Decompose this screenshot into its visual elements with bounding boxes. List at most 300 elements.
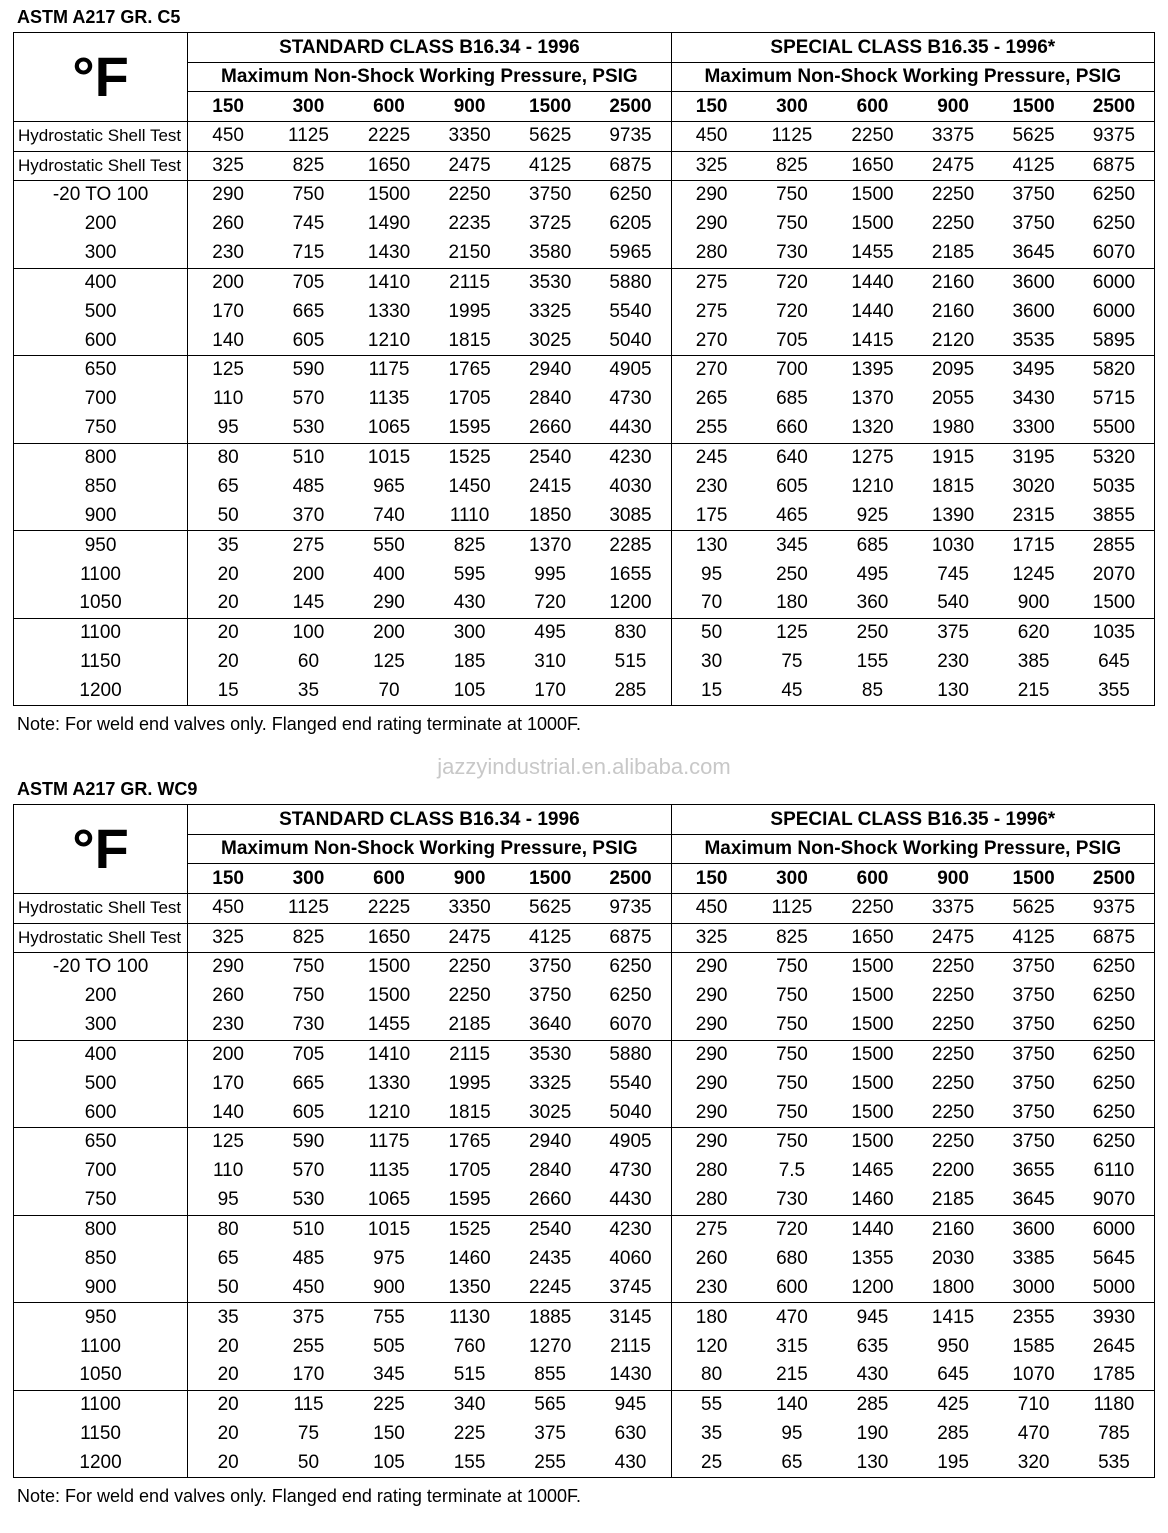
- special-value-cell: 245: [671, 443, 752, 472]
- row-label: 600: [14, 1098, 188, 1127]
- section-title: ASTM A217 GR. WC9: [17, 779, 198, 799]
- table-note: Note: For weld end valves only. Flanged end rating terminate at 1000F.: [17, 714, 581, 734]
- standard-value-cell: 1330: [367, 300, 411, 322]
- standard-value-cell: 530: [268, 414, 349, 443]
- special-value-cell: 6875: [1074, 151, 1155, 181]
- special-value-cell: 2160: [931, 1219, 975, 1241]
- special-value-cell: 215: [752, 1361, 833, 1390]
- class-1500-header: 1500: [993, 864, 1074, 894]
- special-value-cell: 6000: [1092, 1219, 1136, 1241]
- special-value-cell: 1500: [851, 1072, 894, 1094]
- row-label: 650: [14, 1128, 188, 1157]
- table-row: [14, 1244, 1155, 1273]
- standard-value-cell: 125: [373, 651, 405, 673]
- special-value-cell: 450: [671, 122, 752, 152]
- standard-value-cell: 1430: [349, 239, 430, 268]
- special-value-cell: 745: [937, 563, 969, 585]
- standard-value-cell: 1705: [448, 1160, 491, 1182]
- special-value-cell: 50: [671, 618, 752, 647]
- special-value-cell: 945: [856, 1306, 889, 1328]
- special-value-cell: 3375: [913, 894, 994, 924]
- standard-value-cell: 200: [292, 563, 325, 585]
- standard-value-cell: 95: [188, 414, 269, 443]
- special-value-cell: 730: [752, 239, 833, 268]
- special-pressure-subheader: Maximum Non-Shock Working Pressure, PSIG: [671, 63, 1154, 92]
- special-value-cell: 230: [671, 472, 752, 501]
- special-value-cell: 1500: [832, 1098, 913, 1127]
- standard-value-cell: 35: [217, 534, 239, 556]
- special-value-cell: 130: [937, 680, 969, 702]
- special-value-cell: 2055: [931, 388, 975, 410]
- standard-value-cell: 450: [188, 122, 269, 152]
- standard-value-cell: 20: [217, 622, 239, 644]
- standard-value-cell: 595: [453, 563, 486, 585]
- standard-value-cell: 760: [453, 1335, 486, 1357]
- standard-value-cell: 1595: [429, 414, 510, 443]
- special-value-cell: 3930: [1092, 1306, 1136, 1328]
- standard-value-cell: 2540: [529, 447, 572, 469]
- standard-value-cell: 20: [188, 1361, 269, 1390]
- special-value-cell: 3750: [1012, 956, 1055, 978]
- standard-value-cell: 325: [188, 151, 269, 181]
- standard-value-cell: 745: [292, 213, 325, 235]
- standard-value-cell: 1065: [349, 1186, 430, 1215]
- special-value-cell: 1915: [931, 447, 975, 469]
- special-value-cell: 180: [671, 1303, 752, 1332]
- special-value-cell: 660: [752, 414, 833, 443]
- special-value-cell: 1500: [851, 956, 894, 978]
- standard-value-cell: 6205: [609, 213, 652, 235]
- special-value-cell: 3645: [993, 1186, 1074, 1215]
- class-900-header: 900: [913, 864, 994, 894]
- special-value-cell: 2250: [931, 213, 975, 235]
- special-value-cell: 5500: [1074, 414, 1155, 443]
- special-value-cell: 5895: [1074, 326, 1155, 355]
- standard-value-cell: 2540: [529, 1219, 572, 1241]
- special-value-cell: 285: [937, 1423, 969, 1445]
- standard-value-cell: 110: [213, 1160, 244, 1182]
- special-value-cell: 3750: [993, 1098, 1074, 1127]
- standard-value-cell: 4230: [609, 1219, 652, 1241]
- standard-value-cell: 225: [373, 1394, 405, 1416]
- standard-value-cell: 1460: [448, 1247, 491, 1269]
- standard-value-cell: 4430: [590, 1186, 671, 1215]
- standard-value-cell: 2660: [510, 414, 591, 443]
- special-value-cell: 680: [776, 1247, 808, 1269]
- standard-value-cell: 1765: [448, 359, 491, 381]
- standard-value-cell: 2475: [429, 923, 510, 953]
- special-value-cell: 3600: [1012, 1219, 1055, 1241]
- class-300-header: 300: [752, 92, 833, 122]
- special-value-cell: 15: [671, 677, 752, 706]
- standard-value-cell: 1815: [429, 326, 510, 355]
- special-value-cell: 3750: [1012, 184, 1055, 206]
- class-600-header: 600: [832, 864, 913, 894]
- special-value-cell: 155: [856, 651, 889, 673]
- special-value-cell: 5820: [1092, 359, 1136, 381]
- class-2500-header: 2500: [590, 92, 671, 122]
- table-row: [14, 1449, 1155, 1478]
- special-value-cell: 750: [776, 985, 808, 1007]
- standard-value-cell: 2285: [609, 534, 652, 556]
- special-value-cell: 925: [832, 502, 913, 531]
- table-row: [14, 385, 1155, 414]
- special-value-cell: 450: [671, 894, 752, 924]
- special-value-cell: 1500: [851, 985, 894, 1007]
- table-row: [14, 953, 1155, 982]
- table-row: [14, 443, 1155, 472]
- special-value-cell: 3020: [1012, 475, 1055, 497]
- standard-value-cell: 1850: [510, 502, 591, 531]
- row-label: 600: [14, 326, 188, 355]
- special-value-cell: 2250: [913, 1011, 994, 1040]
- standard-value-cell: 115: [293, 1394, 324, 1416]
- special-value-cell: 2185: [913, 1186, 994, 1215]
- standard-value-cell: 2435: [529, 1247, 572, 1269]
- row-label: Hydrostatic Shell Test: [14, 894, 188, 924]
- special-value-cell: 4125: [993, 923, 1074, 953]
- special-value-cell: 3750: [1012, 1072, 1055, 1094]
- standard-value-cell: 4730: [609, 1160, 652, 1182]
- standard-value-cell: 3580: [510, 239, 591, 268]
- standard-value-cell: 3530: [529, 271, 572, 293]
- special-value-cell: 6250: [1074, 1098, 1155, 1127]
- standard-value-cell: 1500: [367, 184, 411, 206]
- special-value-cell: 260: [671, 1244, 752, 1273]
- standard-value-cell: 2225: [349, 122, 430, 152]
- special-value-cell: 3195: [1012, 447, 1055, 469]
- special-value-cell: 2250: [832, 894, 913, 924]
- special-value-cell: 730: [752, 1186, 833, 1215]
- standard-value-cell: 705: [292, 1043, 325, 1065]
- standard-value-cell: 630: [614, 1423, 647, 1445]
- special-value-cell: 290: [671, 1128, 752, 1157]
- special-value-cell: 1815: [931, 475, 975, 497]
- class-150-header: 150: [188, 92, 269, 122]
- class-600-header: 600: [349, 864, 430, 894]
- row-label: 400: [14, 268, 188, 297]
- special-value-cell: 1320: [832, 414, 913, 443]
- special-value-cell: 4125: [993, 151, 1074, 181]
- special-value-cell: 620: [1017, 622, 1050, 644]
- special-value-cell: 95: [671, 560, 752, 589]
- row-label: 1100: [14, 1390, 188, 1419]
- standard-value-cell: 2225: [349, 894, 430, 924]
- standard-value-cell: 1525: [448, 1219, 491, 1241]
- standard-value-cell: 170: [212, 1072, 244, 1094]
- standard-value-cell: 1500: [367, 956, 411, 978]
- special-value-cell: 2250: [931, 956, 975, 978]
- standard-value-cell: 750: [292, 184, 325, 206]
- standard-value-cell: 6250: [609, 956, 652, 978]
- table-row: [14, 268, 1155, 297]
- class-150-header: 150: [671, 864, 752, 894]
- standard-value-cell: 290: [212, 184, 244, 206]
- standard-value-cell: 285: [614, 680, 647, 702]
- special-value-cell: 6250: [1092, 1131, 1136, 1153]
- class-900-header: 900: [429, 92, 510, 122]
- standard-value-cell: 1500: [367, 985, 411, 1007]
- special-pressure-subheader: Maximum Non-Shock Working Pressure, PSIG: [671, 835, 1154, 864]
- standard-value-cell: 430: [614, 1452, 647, 1474]
- special-value-cell: 280: [671, 1157, 752, 1186]
- table-row: [14, 1332, 1155, 1361]
- standard-value-cell: 3350: [429, 894, 510, 924]
- special-value-cell: 430: [832, 1361, 913, 1390]
- standard-value-cell: 1995: [448, 300, 491, 322]
- special-value-cell: 2355: [1012, 1306, 1055, 1328]
- special-value-cell: 230: [937, 651, 969, 673]
- standard-value-cell: 20: [217, 1452, 239, 1474]
- standard-value-cell: 665: [292, 300, 325, 322]
- standard-value-cell: 340: [453, 1394, 486, 1416]
- standard-value-cell: 3350: [429, 122, 510, 152]
- row-label: 900: [14, 1274, 188, 1303]
- standard-value-cell: 1765: [448, 1131, 491, 1153]
- standard-value-cell: 1200: [590, 589, 671, 618]
- standard-value-cell: 900: [349, 1274, 430, 1303]
- standard-value-cell: 1015: [367, 447, 411, 469]
- special-value-cell: 2030: [931, 1247, 975, 1269]
- special-value-cell: 80: [671, 1361, 752, 1390]
- standard-value-cell: 750: [292, 956, 325, 978]
- special-value-cell: 140: [776, 1394, 808, 1416]
- standard-value-cell: 4125: [510, 151, 591, 181]
- special-value-cell: 320: [1017, 1452, 1050, 1474]
- special-value-cell: 3495: [1012, 359, 1055, 381]
- standard-value-cell: 35: [217, 1306, 239, 1328]
- special-value-cell: 1585: [1012, 1335, 1055, 1357]
- special-value-cell: 3655: [1012, 1160, 1055, 1182]
- standard-value-cell: 5040: [590, 1098, 671, 1127]
- table-row: [14, 1157, 1155, 1186]
- special-value-cell: 2160: [931, 300, 975, 322]
- standard-value-cell: 275: [292, 534, 325, 556]
- special-value-cell: 1500: [1074, 589, 1155, 618]
- standard-value-cell: 35: [297, 680, 320, 702]
- standard-value-cell: 1110: [429, 502, 510, 531]
- standard-value-cell: 570: [292, 1160, 325, 1182]
- special-value-cell: 1200: [832, 1274, 913, 1303]
- standard-value-cell: 975: [373, 1247, 405, 1269]
- standard-value-cell: 95: [188, 1186, 269, 1215]
- standard-value-cell: 1015: [367, 1219, 411, 1241]
- standard-value-cell: 370: [268, 502, 349, 531]
- standard-value-cell: 1270: [529, 1335, 572, 1357]
- standard-value-cell: 750: [292, 985, 325, 1007]
- special-value-cell: 1275: [851, 447, 894, 469]
- class-600-header: 600: [349, 92, 430, 122]
- class-1500-header: 1500: [510, 864, 591, 894]
- special-value-cell: 900: [993, 589, 1074, 618]
- special-value-cell: 6250: [1092, 985, 1136, 1007]
- table-row: [14, 1215, 1155, 1244]
- special-value-cell: 6000: [1092, 300, 1136, 322]
- special-value-cell: 495: [856, 563, 889, 585]
- special-value-cell: 375: [937, 622, 969, 644]
- standard-value-cell: 1135: [368, 388, 410, 410]
- standard-value-cell: 260: [212, 985, 244, 1007]
- special-value-cell: 3430: [1012, 388, 1055, 410]
- table-row: [14, 1011, 1155, 1040]
- standard-value-cell: 345: [349, 1361, 430, 1390]
- standard-value-cell: 325: [188, 923, 269, 953]
- standard-value-cell: 170: [212, 300, 244, 322]
- special-value-cell: 35: [671, 1420, 752, 1449]
- standard-value-cell: 515: [614, 651, 647, 673]
- standard-value-cell: 5880: [609, 1043, 652, 1065]
- standard-value-cell: 20: [217, 1394, 239, 1416]
- standard-value-cell: 50: [188, 502, 269, 531]
- special-value-cell: 275: [671, 1215, 752, 1244]
- special-value-cell: 280: [671, 239, 752, 268]
- special-value-cell: 6000: [1092, 271, 1136, 293]
- special-value-cell: 25: [671, 1449, 752, 1478]
- table-row: [14, 1420, 1155, 1449]
- special-value-cell: 315: [776, 1335, 808, 1357]
- row-label: 1050: [14, 1361, 188, 1390]
- standard-value-cell: 1125: [268, 122, 349, 152]
- standard-value-cell: 1135: [368, 1160, 410, 1182]
- row-label: 800: [14, 1215, 188, 1244]
- table-row: [14, 894, 1155, 924]
- standard-value-cell: 665: [292, 1072, 325, 1094]
- standard-value-cell: 290: [349, 589, 430, 618]
- special-value-cell: 720: [776, 1219, 808, 1241]
- row-label: 800: [14, 443, 188, 472]
- special-value-cell: 720: [776, 300, 808, 322]
- standard-value-cell: 5540: [609, 1072, 652, 1094]
- row-label: 700: [14, 385, 188, 414]
- standard-value-cell: 185: [453, 651, 486, 673]
- special-value-cell: 3300: [993, 414, 1074, 443]
- special-value-cell: 1785: [1074, 1361, 1155, 1390]
- standard-value-cell: 80: [217, 447, 239, 469]
- standard-value-cell: 3750: [529, 985, 572, 1007]
- standard-value-cell: 15: [217, 680, 239, 702]
- standard-value-cell: 5540: [609, 300, 652, 322]
- special-value-cell: 2645: [1092, 1335, 1136, 1357]
- standard-value-cell: 510: [292, 1219, 325, 1241]
- special-value-cell: 6250: [1092, 184, 1136, 206]
- class-300-header: 300: [752, 864, 833, 894]
- row-label: 750: [14, 1186, 188, 1215]
- section-title: ASTM A217 GR. C5: [17, 7, 181, 27]
- standard-value-cell: 260: [212, 213, 244, 235]
- standard-value-cell: 590: [292, 359, 325, 381]
- standard-value-cell: 65: [217, 475, 239, 497]
- special-value-cell: 750: [776, 1072, 808, 1094]
- special-value-cell: 290: [671, 1011, 752, 1040]
- special-value-cell: 360: [832, 589, 913, 618]
- special-value-cell: 5715: [1092, 388, 1136, 410]
- table-row: [14, 122, 1155, 152]
- special-value-cell: 1210: [851, 475, 894, 497]
- special-value-cell: 6250: [1074, 1011, 1155, 1040]
- standard-value-cell: 605: [268, 1098, 349, 1127]
- table-row: [14, 1069, 1155, 1098]
- standard-value-cell: 20: [217, 563, 239, 585]
- table-note: Note: For weld end valves only. Flanged end rating terminate at 1000F.: [17, 1486, 581, 1506]
- special-value-cell: 285: [856, 1394, 889, 1416]
- special-value-cell: 640: [776, 447, 808, 469]
- class-1500-header: 1500: [993, 92, 1074, 122]
- special-class-header: SPECIAL CLASS B16.35 - 1996*: [671, 33, 1154, 63]
- special-value-cell: 255: [671, 414, 752, 443]
- class-300-header: 300: [268, 864, 349, 894]
- class-900-header: 900: [913, 92, 994, 122]
- standard-value-cell: 200: [212, 271, 244, 293]
- special-value-cell: 270: [671, 356, 752, 385]
- special-value-cell: 2250: [931, 1072, 975, 1094]
- special-value-cell: 465: [752, 502, 833, 531]
- standard-value-cell: 755: [373, 1306, 405, 1328]
- special-value-cell: 1500: [851, 1131, 894, 1153]
- special-value-cell: 2250: [931, 985, 975, 1007]
- standard-value-cell: 1705: [448, 388, 491, 410]
- row-label: 300: [14, 1011, 188, 1040]
- standard-value-cell: 170: [534, 680, 566, 702]
- row-label: 950: [14, 531, 188, 560]
- standard-value-cell: 1210: [349, 1098, 430, 1127]
- row-label: 1200: [14, 677, 188, 706]
- standard-value-cell: 105: [373, 1452, 405, 1474]
- special-value-cell: 275: [671, 268, 752, 297]
- special-value-cell: 2185: [913, 239, 994, 268]
- standard-value-cell: 855: [510, 1361, 591, 1390]
- special-value-cell: 6875: [1074, 923, 1155, 953]
- special-value-cell: 65: [781, 1452, 803, 1474]
- special-value-cell: 1035: [1092, 622, 1136, 644]
- special-value-cell: 1125: [752, 122, 833, 152]
- standard-value-cell: 1210: [349, 326, 430, 355]
- row-label: Hydrostatic Shell Test: [14, 122, 188, 152]
- special-value-cell: 2250: [931, 1043, 975, 1065]
- row-label: 500: [14, 297, 188, 326]
- table-row: [14, 151, 1155, 181]
- standard-value-cell: 3025: [510, 1098, 591, 1127]
- standard-value-cell: 2115: [449, 271, 491, 293]
- special-value-cell: 1395: [851, 359, 894, 381]
- standard-value-cell: 1175: [368, 359, 410, 381]
- special-value-cell: 2855: [1092, 534, 1136, 556]
- standard-value-cell: 80: [217, 1219, 239, 1241]
- special-value-cell: 175: [671, 502, 752, 531]
- special-value-cell: 9375: [1074, 122, 1155, 152]
- table-row: [14, 210, 1155, 239]
- standard-value-cell: 590: [292, 1131, 325, 1153]
- special-value-cell: 705: [752, 326, 833, 355]
- special-value-cell: 6250: [1092, 1072, 1136, 1094]
- special-value-cell: 5320: [1092, 447, 1136, 469]
- table-row: [14, 589, 1155, 618]
- standard-value-cell: 1065: [349, 414, 430, 443]
- special-value-cell: 250: [856, 622, 889, 644]
- standard-value-cell: 510: [292, 447, 325, 469]
- special-value-cell: 1180: [1093, 1394, 1135, 1416]
- standard-value-cell: 20: [217, 1423, 239, 1445]
- standard-value-cell: 105: [453, 680, 486, 702]
- table-row: [14, 618, 1155, 647]
- special-value-cell: 605: [776, 475, 808, 497]
- standard-value-cell: 60: [297, 651, 320, 673]
- standard-value-cell: 3530: [529, 1043, 572, 1065]
- special-value-cell: 75: [781, 651, 803, 673]
- special-value-cell: 290: [671, 1069, 752, 1098]
- special-value-cell: 85: [861, 680, 884, 702]
- special-value-cell: 1370: [851, 388, 894, 410]
- standard-value-cell: 20: [217, 1335, 239, 1357]
